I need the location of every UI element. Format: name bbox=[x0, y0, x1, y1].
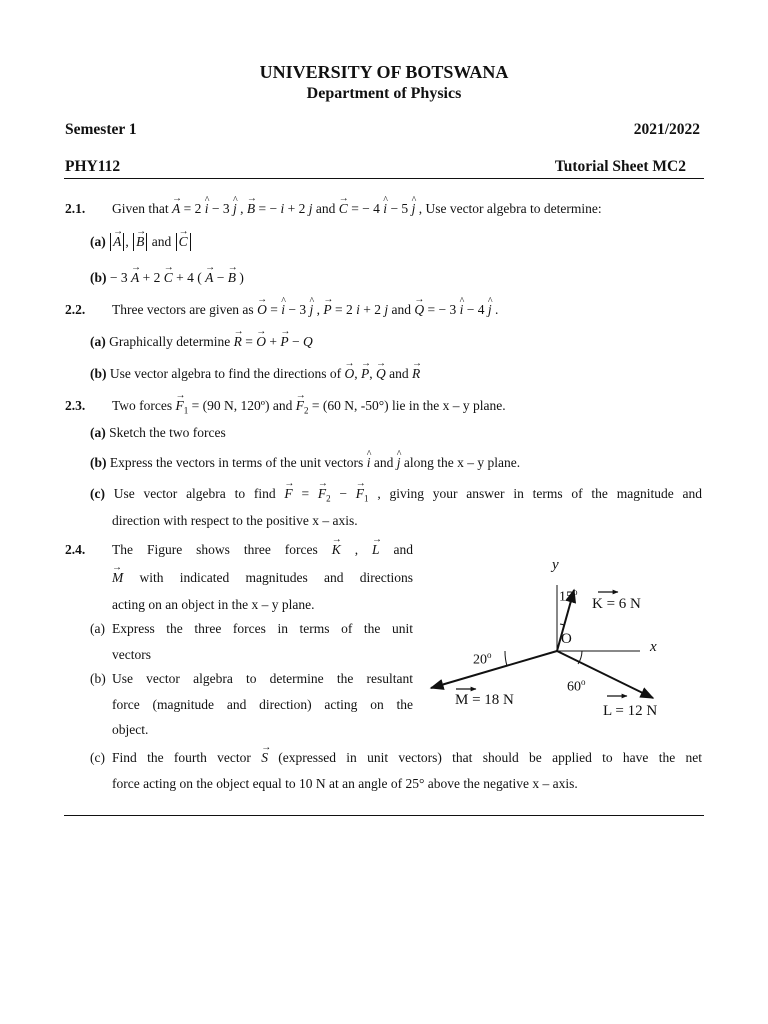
angle-arc-20 bbox=[505, 651, 507, 666]
question-2-1-a: (a) → A , → B and → C bbox=[90, 233, 192, 251]
question-2-3-c-line2: direction with respect to the positive x – axis. bbox=[112, 513, 358, 528]
academic-year: 2021/2022 bbox=[633, 121, 700, 138]
question-2-4-c-line1: Find the fourth vector → S (expressed in unit vectors) that should be applied to have the net bbox=[112, 749, 702, 767]
question-2-4-a-line2: vectors bbox=[112, 647, 151, 662]
angle-60-label: 60$^o$ bbox=[567, 677, 586, 695]
question-2-1-b: (b) − 3 → A + 2 → C + 4 ( → A − → B ) bbox=[90, 269, 244, 287]
question-2-2-text: Three vectors are given as → O = ^ i − 3 ^ j , → P = 2 i + 2 j and → Q = − 3 ^ i − 4 ^ j . bbox=[112, 301, 498, 319]
department-subtitle: Department of Physics bbox=[306, 85, 462, 102]
question-2-4-line1: The Figure shows three forces → K , → L and bbox=[112, 541, 413, 559]
university-title: UNIVERSITY OF BOTSWANA bbox=[259, 62, 509, 82]
question-2-2-number: 2.2. bbox=[65, 302, 86, 317]
footer-rule bbox=[64, 815, 704, 816]
angle-15-label: 15$^o$ bbox=[559, 587, 578, 605]
question-2-4-a-label: (a) bbox=[90, 621, 105, 636]
question-2-3-text: Two forces → $F_1 = (90$ N, 120º) and → $F_2 = (60$ N, -50°) lie in the x – y plane. bbox=[112, 397, 506, 420]
angle-20-label: 20$^o$ bbox=[473, 650, 492, 668]
question-2-3-a: (a) Sketch the two forces bbox=[90, 425, 226, 440]
origin-label: O bbox=[561, 631, 572, 647]
semester-label: Semester 1 bbox=[65, 121, 137, 138]
l-force-label: L = 12 N bbox=[603, 703, 658, 719]
question-2-1-number: 2.1. bbox=[65, 201, 86, 216]
question-2-3-number: 2.3. bbox=[65, 398, 86, 413]
question-2-2-a: (a) Graphically determine → R = → O + → P − Q bbox=[90, 333, 313, 351]
x-axis-label: x bbox=[650, 639, 657, 655]
question-2-2-b: (b) Use vector algebra to find the directions of → O, → P, → Q and → R bbox=[90, 365, 420, 383]
vector-m-arrow bbox=[431, 651, 557, 688]
question-2-4-a-line1: Express the three forces in terms of the unit bbox=[112, 621, 413, 636]
angle-arc-15 bbox=[560, 624, 564, 625]
question-2-4-c-label: (c) bbox=[90, 750, 105, 765]
m-force-label: M = 18 N bbox=[455, 692, 514, 708]
question-2-4-line3: acting on an object in the x – y plane. bbox=[112, 597, 315, 612]
question-2-3-c: (c) Use vector algebra to find → F = → $F_2$ − → $F_1$ , giving your answer in terms of the magnitude and bbox=[90, 485, 702, 508]
question-2-1-text: Given that → A = 2 ^ i − 3 ^ j , → B = − i + 2 j and → C = − 4 ^ i − 5 ^ j , Use vector algebra to determine: bbox=[112, 200, 602, 218]
question-2-4-b-label: (b) bbox=[90, 671, 106, 686]
course-code: PHY112 bbox=[65, 158, 121, 175]
question-2-4-line2: → M with indicated magnitudes and directions bbox=[112, 569, 413, 587]
y-axis-label: y bbox=[552, 557, 559, 573]
question-2-4-c-line2: force acting on the object equal to 10 N at an angle of 25° above the negative x – axis. bbox=[112, 776, 578, 791]
question-2-4-b-line2: force (magnitude and direction) acting on the bbox=[112, 697, 413, 712]
sheet-title: Tutorial Sheet MC2 bbox=[554, 158, 686, 175]
question-2-4-b-line3: object. bbox=[112, 722, 149, 737]
question-2-4-number: 2.4. bbox=[65, 542, 86, 557]
question-2-4-b-line1: Use vector algebra to determine the resultant bbox=[112, 671, 413, 686]
question-2-3-b: (b) Express the vectors in terms of the unit vectors ^ i and ^ j along the x – y plane. bbox=[90, 454, 520, 472]
k-force-label: K = 6 N bbox=[592, 596, 641, 612]
